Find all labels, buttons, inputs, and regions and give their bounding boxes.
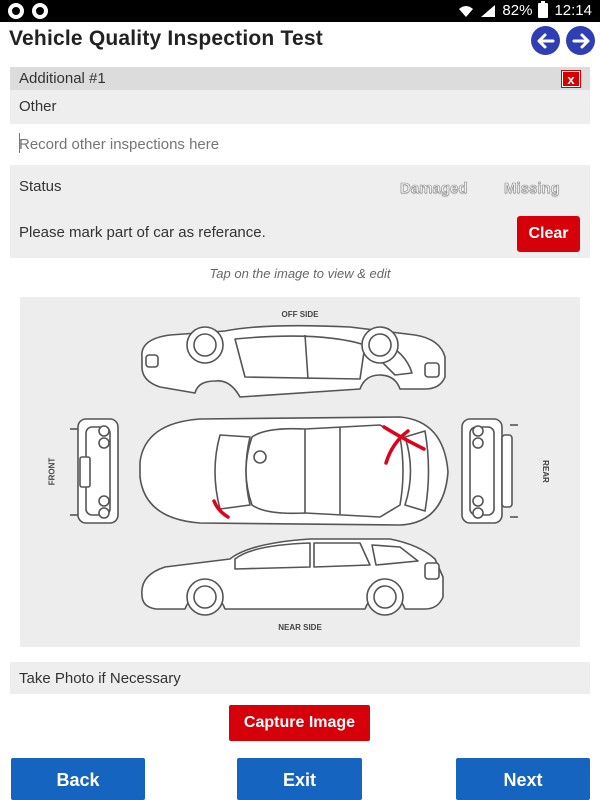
other-row [10,90,590,124]
exit-button[interactable]: Exit [237,758,362,800]
off-side-label: OFF SIDE [281,310,319,319]
signal-icon [480,4,496,18]
battery-icon [538,3,548,18]
notification-icons [8,3,48,19]
wifi-icon [458,4,474,18]
front-car-view [70,419,118,523]
clear-button[interactable]: Clear [517,216,580,252]
other-inspections-input[interactable] [10,125,590,163]
arrow-left-icon [536,31,556,51]
section-header [10,67,590,90]
remove-section-button[interactable]: x [562,71,580,87]
status-missing-option[interactable]: Missing [504,180,560,197]
top-car-view [140,417,448,525]
near-side-car-view [142,539,443,615]
text-caret [19,133,20,153]
reference-row [10,210,590,258]
arrow-right-icon [571,31,591,51]
reference-label: Please mark part of car as referance. [19,224,266,241]
battery-percent: 82% [502,2,533,19]
front-label: FRONT [47,457,57,486]
photo-label: Take Photo if Necessary [19,670,181,687]
status-row [10,165,590,210]
status-label: Status [19,178,62,195]
car-diagram[interactable] [20,297,580,647]
rear-car-view [462,419,518,523]
app-header [0,22,600,60]
status-damaged-option[interactable]: Damaged [400,180,468,197]
chat-notification-icon [32,3,48,19]
section-title: Additional #1 [19,70,106,87]
other-label: Other [19,98,57,115]
tap-hint: Tap on the image to view & edit [209,266,391,281]
forward-nav-button[interactable] [566,26,595,55]
app-notification-icon [8,3,24,19]
back-button[interactable]: Back [11,758,145,800]
back-nav-button[interactable] [531,26,560,55]
photo-row [10,662,590,694]
rear-label: REAR [540,460,550,483]
clock: 12:14 [554,2,592,19]
page-title: Vehicle Quality Inspection Test [9,27,323,50]
status-bar [0,0,600,22]
near-side-label: NEAR SIDE [278,623,322,632]
off-side-car-view [142,326,445,397]
car-diagram-image [20,297,580,647]
system-icons [458,2,592,19]
next-button[interactable]: Next [456,758,590,800]
capture-image-button[interactable]: Capture Image [229,705,370,741]
